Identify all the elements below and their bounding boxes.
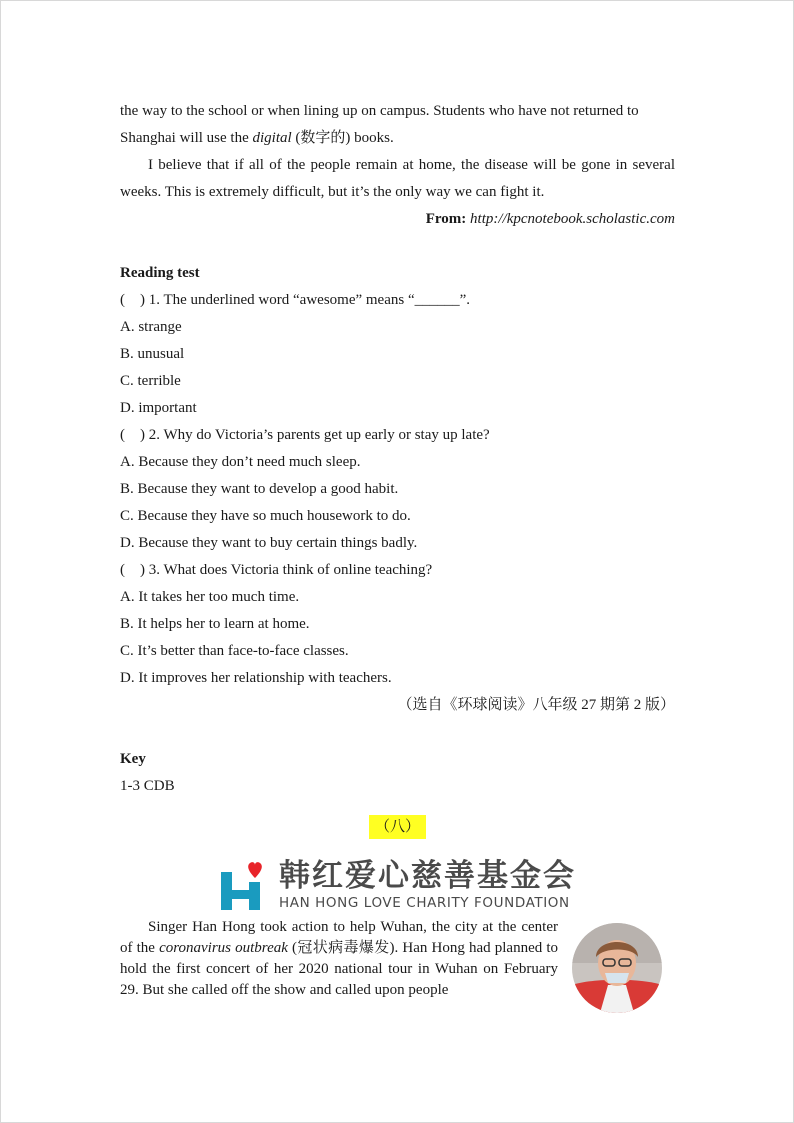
question-3 [120,557,675,692]
key-title: Key [120,751,146,767]
foundation-logo [120,857,675,915]
question-2 [120,422,675,557]
source-url: http://kpcnotebook.scholastic.com [470,211,675,227]
story-text-part-1: Singer Han Hong took action to help Wuhan, the city at the center of the [120,919,558,956]
singer-portrait-photo [572,923,662,1013]
passage-line-2-suffix: (数字的) books. [291,130,394,146]
question-option: C. It’s better than face-to-face classes. [120,643,349,659]
source-citation: （选自《环球阅读》八年级 27 期第 2 版） [397,697,675,713]
question-option: B. Because they want to develop a good habit. [120,481,399,497]
question-option: C. Because they have so much housework to do. [120,508,411,524]
section-number-badge: （八） [369,815,426,839]
question-option: C. terrible [120,373,181,389]
foundation-h-heart-icon [219,860,269,912]
reading-test-title: Reading test [120,265,200,281]
question-option: B. It helps her to learn at home. [120,616,310,632]
question-option: B. unusual [120,346,185,362]
question-stem: ( ) 1. The underlined word “awesome” means “______”. [120,292,471,308]
passage-line-2 [120,125,675,152]
question-option: A. Because they don’t need much sleep. [120,454,361,470]
source-label: From: [425,211,467,227]
story-paragraph [120,917,558,1013]
story-text-part-2: (冠状病毒爆发). Han Hong had planned to hold the first concert of her 2020 national tour in Wuhan on February 29. But she called off the show and called upon people [120,940,559,998]
question-stem: ( ) 3. What does Victoria think of online teaching? [120,562,433,578]
story-block [120,917,675,1013]
question-option: D. important [120,400,197,416]
passage-line-2-prefix: Shanghai will use the [120,130,253,146]
passage-italic-word: digital [252,130,292,146]
story-italic-phrase: coronavirus outbreak [159,940,288,956]
question-stem: ( ) 2. Why do Victoria’s parents get up early or stay up late? [120,427,490,443]
question-option: A. strange [120,319,182,335]
passage-source [120,206,675,233]
question-option: D. Because they want to buy certain things badly. [120,535,418,551]
question-option: D. It improves her relationship with teachers. [120,670,392,686]
passage-paragraph-2: I believe that if all of the people remain at home, the disease will be gone in several weeks. This is extremely difficult, but it’s the only way we can fight it. [120,157,675,200]
document-body [120,98,675,1013]
question-option: A. It takes her too much time. [120,589,300,605]
key-answers: 1-3 CDB [120,778,175,794]
passage-line-1: the way to the school or when lining up on campus. Students who have not returned to [120,103,639,119]
logo-chinese-name: 韩红爱心慈善基金会 [279,858,576,895]
question-1 [120,287,675,422]
logo-english-name: HAN HONG LOVE CHARITY FOUNDATION [279,895,570,912]
